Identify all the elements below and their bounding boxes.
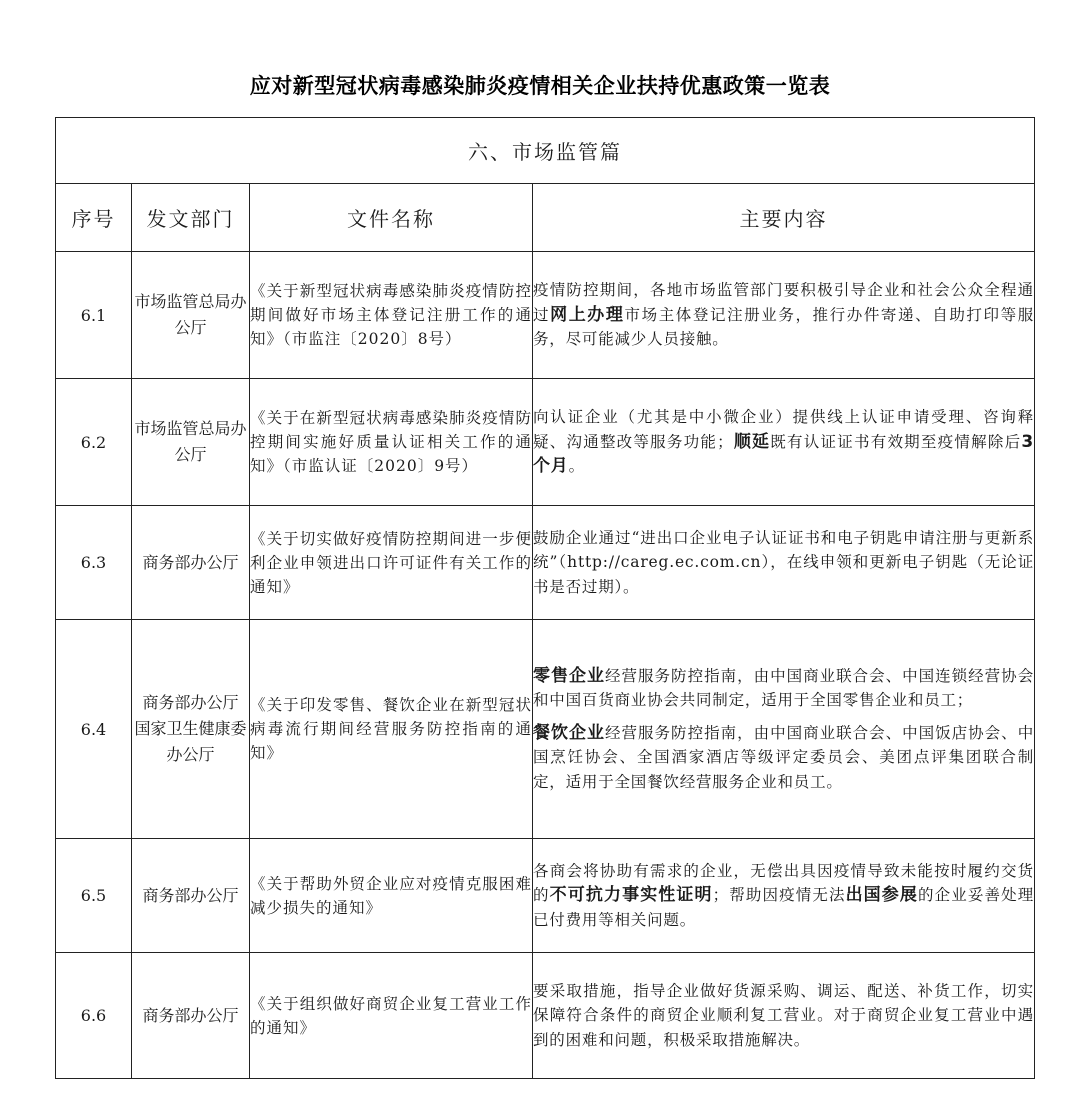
row-department: 商务部办公厅: [132, 839, 250, 953]
row-department: 商务部办公厅: [132, 953, 250, 1079]
column-header-department: 发文部门: [132, 184, 250, 252]
row-content: [533, 620, 1035, 839]
content-text: 市场主体登记注册业务，推行办件寄递、自助打印等服务，尽可能减少人员接触。: [533, 305, 1035, 349]
content-text: ；帮助因疫情无法: [712, 886, 846, 905]
content-emphasis: 3个月: [533, 431, 1034, 477]
row-document: 《关于新型冠状病毒感染肺炎疫情防控期间做好市场主体登记注册工作的通知》（市监注〔2020〕8号）: [250, 252, 533, 379]
content-paragraph: [533, 664, 1034, 713]
content-paragraph: [533, 721, 1034, 795]
column-header-number: 序号: [56, 184, 132, 252]
row-content: [533, 252, 1035, 379]
content-emphasis: 出国参展: [845, 885, 919, 906]
content-emphasis: 网上办理: [550, 304, 625, 325]
content-emphasis: 顺延: [733, 431, 771, 452]
column-header-content: 主要内容: [533, 184, 1035, 252]
row-number: 6.5: [56, 839, 132, 953]
row-number: 6.3: [56, 506, 132, 620]
content-text: 疫情防控期间，各地市场监管部门要积极引导企业和社会公众全程通过: [533, 281, 1034, 324]
policy-table: [55, 117, 1035, 1079]
row-number: 6.1: [56, 252, 132, 379]
section-heading: 六、市场监管篇: [56, 118, 1035, 184]
row-number: 6.6: [56, 953, 132, 1079]
row-content: 要采取措施，指导企业做好货源采购、调运、配送、补货工作，切实保障符合条件的商贸企业顺利复工营业。对于商贸企业复工营业中遇到的困难和问题，积极采取措施解决。: [533, 953, 1035, 1079]
header-row: [56, 184, 1035, 252]
row-department: 市场监管总局办公厅: [132, 379, 250, 506]
row-department: 市场监管总局办公厅: [132, 252, 250, 379]
row-department: 商务部办公厅: [132, 506, 250, 620]
row-document: 《关于印发零售、餐饮企业在新型冠状病毒流行期间经营服务防控指南的通知》: [250, 620, 533, 839]
table-row: [56, 506, 1035, 620]
content-emphasis: 餐饮企业: [533, 722, 606, 743]
row-content: 鼓励企业通过“进出口企业电子认证证书和电子钥匙申请注册与更新系统”（http://careg.ec.com.cn），在线申领和更新电子钥匙（无论证书是否过期）。: [533, 506, 1035, 620]
row-content: [533, 379, 1035, 506]
content-emphasis: 零售企业: [533, 665, 606, 686]
content-emphasis: 不可抗力事实性证明: [549, 885, 713, 906]
content-text: 经营服务防控指南，由中国商业联合会、中国饭店协会、中国烹饪协会、全国酒家酒店等级评定委员会、美团点评集团联合制定，适用于全国餐饮经营服务企业和员工。: [533, 723, 1034, 791]
document-title: 应对新型冠状病毒感染肺炎疫情相关企业扶持优惠政策一览表: [249, 74, 831, 98]
table-row: [56, 620, 1035, 839]
content-text: 经营服务防控指南，由中国商业联合会、中国连锁经营协会和中国百货商业协会共同制定，适用于全国零售企业和员工；: [533, 666, 1034, 710]
content-text: 。: [568, 457, 585, 476]
column-header-document: 文件名称: [250, 184, 533, 252]
content-text: 向认证企业（尤其是中小微企业）提供线上认证申请受理、咨询释疑、沟通整改等服务功能；: [533, 408, 1034, 451]
row-department: 商务部办公厅 国家卫生健康委办公厅: [132, 620, 250, 839]
row-number: 6.4: [56, 620, 132, 839]
table-row: [56, 953, 1035, 1079]
content-text: 既有认证证书有效期至疫情解除后: [770, 432, 1022, 451]
row-document: 《关于在新型冠状病毒感染肺炎疫情防控期间实施好质量认证相关工作的通知》（市监认证〔2020〕9号）: [250, 379, 533, 506]
content-text: 各商会将协助有需求的企业，无偿出具因疫情导致未能按时履约交货的: [533, 861, 1034, 905]
table-row: [56, 379, 1035, 506]
row-number: 6.2: [56, 379, 132, 506]
row-document: 《关于组织做好商贸企业复工营业工作的通知》: [250, 953, 533, 1079]
row-content: [533, 839, 1035, 953]
section-row: [56, 118, 1035, 184]
row-document: 《关于切实做好疫情防控期间进一步便利企业申领进出口许可证件有关工作的通知》: [250, 506, 533, 620]
table-row: [56, 252, 1035, 379]
row-document: 《关于帮助外贸企业应对疫情克服困难减少损失的通知》: [250, 839, 533, 953]
content-text: 的企业妥善处理已付费用等相关问题。: [533, 886, 1034, 929]
table-row: [56, 839, 1035, 953]
